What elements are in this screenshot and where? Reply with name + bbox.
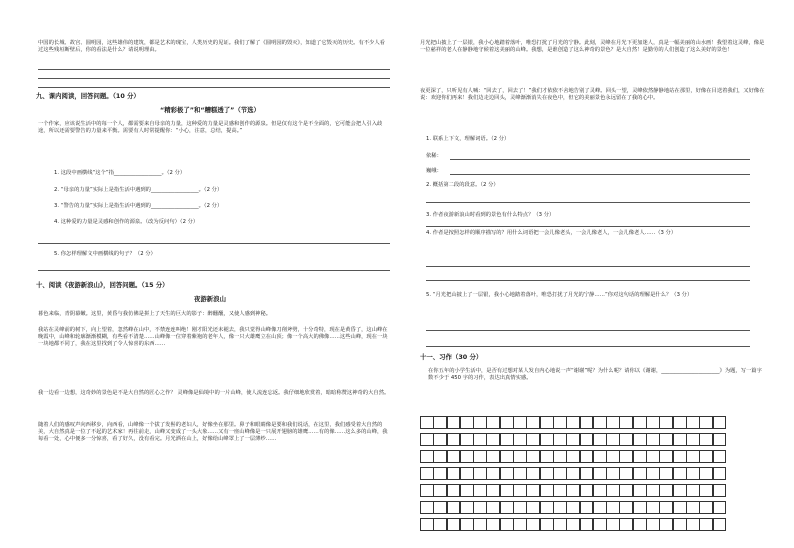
question: 3. 作者夜游新浪山时看到的景色有什么特点？（3 分）	[426, 212, 555, 218]
question: 3. “警告的力量”实际上是指生活中遇到的__________________。（2 分）	[54, 203, 223, 209]
grid-cell[interactable]	[619, 518, 633, 531]
grid-cell[interactable]	[606, 433, 620, 446]
grid-cell[interactable]	[460, 416, 474, 429]
grid-cell[interactable]	[460, 484, 474, 497]
grid-cell[interactable]	[646, 518, 660, 531]
grid-cell[interactable]	[593, 433, 607, 446]
answer-line	[426, 330, 750, 331]
grid-cell[interactable]	[580, 450, 594, 463]
grid-cell[interactable]	[606, 450, 620, 463]
grid-cell[interactable]	[566, 467, 580, 480]
grid-cell[interactable]	[699, 416, 713, 429]
grid-cell[interactable]	[619, 501, 633, 514]
question: 4. 作者是按照怎样的顺序描写的？用什么词语把一会儿像老头，一会儿像老人，一会儿像老人……（3 分）	[426, 230, 677, 236]
grid-cell[interactable]	[580, 501, 594, 514]
grid-cell[interactable]	[553, 450, 567, 463]
grid-cell[interactable]	[513, 433, 527, 446]
grid-cell[interactable]	[486, 433, 500, 446]
grid-row	[420, 450, 760, 463]
answer-line	[426, 280, 750, 281]
grid-cell[interactable]	[473, 518, 487, 531]
grid-cell[interactable]	[593, 416, 607, 429]
grid-cell[interactable]	[473, 501, 487, 514]
grid-cell[interactable]	[526, 450, 540, 463]
section-11-heading: 十一、习作（30 分）	[420, 353, 483, 361]
grid-cell[interactable]	[633, 416, 647, 429]
grid-cell[interactable]	[580, 433, 594, 446]
grid-cell[interactable]	[580, 518, 594, 531]
passage-paragraph: 月光把山披上了一层银，我小心地踏着落叶，唯恐打扰了月光的宁静。此刻，灵峰在月光下更加迷人，真是一幅美丽的山水画！我望着这灵峰，像是一位慈祥的老人在静静地守候着这美丽的山峰。我想，是谁创造了这么神奇的景色？是大自然！是勤劳的人们创造了这么美好的景色！	[420, 40, 765, 53]
grid-cell[interactable]	[566, 484, 580, 497]
grid-cell[interactable]	[686, 450, 700, 463]
grid-cell[interactable]	[713, 518, 727, 531]
section-10-heading: 十、阅读《夜游新浪山》，回答问题。（15 分）	[36, 281, 169, 289]
grid-row	[420, 501, 760, 514]
grid-cell[interactable]	[420, 433, 434, 446]
grid-cell[interactable]	[593, 450, 607, 463]
grid-cell[interactable]	[473, 484, 487, 497]
grid-cell[interactable]	[500, 450, 514, 463]
grid-cell[interactable]	[566, 433, 580, 446]
answer-line	[38, 69, 390, 70]
grid-cell[interactable]	[460, 518, 474, 531]
grid-cell[interactable]	[553, 467, 567, 480]
grid-cell[interactable]	[433, 518, 447, 531]
grid-cell[interactable]	[447, 416, 461, 429]
grid-cell[interactable]	[593, 501, 607, 514]
grid-cell[interactable]	[447, 501, 461, 514]
grid-cell[interactable]	[460, 501, 474, 514]
grid-cell[interactable]	[486, 501, 500, 514]
grid-cell[interactable]	[673, 518, 687, 531]
grid-cell[interactable]	[686, 416, 700, 429]
grid-cell[interactable]	[633, 433, 647, 446]
passage-paragraph: 随着人们的感叹声向西移步，向西看，山峰像一个拔了发髻的老妇人，好像坐在那里。鼻子和眼睛像是要和我们说话，在这里，我们感受着大自然的美，大自然真是一位了不起的艺术家！再往前走，山峰又变成了一头大象……又有一座山峰像是一只展开翅膀的雄鹰……有的像……这么多的山峰，我每看一处，心中便多一分惊喜，看了好久，没有看完。月光洒在山上，好像给山峰罩上了一层薄纱……	[38, 422, 388, 442]
grid-cell[interactable]	[699, 467, 713, 480]
grid-cell[interactable]	[500, 501, 514, 514]
section-10-title: 夜游新浪山	[194, 295, 226, 303]
grid-cell[interactable]	[566, 416, 580, 429]
grid-cell[interactable]	[699, 501, 713, 514]
grid-cell[interactable]	[486, 518, 500, 531]
answer-line	[38, 270, 390, 271]
grid-cell[interactable]	[540, 433, 554, 446]
question: 5. “月光把山披上了一层银，我小心地踏着落叶，唯恐打扰了月光的宁静……”你对这句话的理解是什么？（3 分）	[426, 292, 693, 298]
grid-cell[interactable]	[646, 433, 660, 446]
grid-cell[interactable]	[447, 518, 461, 531]
grid-cell[interactable]	[526, 501, 540, 514]
grid-cell[interactable]	[593, 518, 607, 531]
grid-cell[interactable]	[486, 484, 500, 497]
grid-cell[interactable]	[606, 416, 620, 429]
grid-cell[interactable]	[659, 518, 673, 531]
answer-line	[38, 78, 390, 79]
grid-cell[interactable]	[553, 518, 567, 531]
grid-cell[interactable]	[486, 467, 500, 480]
grid-cell[interactable]	[699, 518, 713, 531]
grid-cell[interactable]	[500, 484, 514, 497]
grid-row	[420, 433, 760, 446]
grid-cell[interactable]	[500, 416, 514, 429]
grid-cell[interactable]	[686, 518, 700, 531]
grid-cell[interactable]	[540, 484, 554, 497]
passage-paragraph: 暮色来临，青阴幕嫩。这里，黄昏与我仿佛是拼上了天生的巨大的影子：醉醺醺，又使人感到神秘。	[38, 311, 272, 317]
grid-cell[interactable]	[580, 416, 594, 429]
grid-cell[interactable]	[659, 484, 673, 497]
answer-line	[38, 87, 390, 88]
grid-cell[interactable]	[460, 467, 474, 480]
grid-cell[interactable]	[420, 501, 434, 514]
grid-cell[interactable]	[447, 450, 461, 463]
grid-cell[interactable]	[526, 416, 540, 429]
grid-cell[interactable]	[673, 484, 687, 497]
grid-cell[interactable]	[486, 416, 500, 429]
grid-cell[interactable]	[540, 416, 554, 429]
grid-cell[interactable]	[633, 484, 647, 497]
section-9-passage: 一个作家，应该说生活中的每一个人，都需要来自母亲的力量，这种爱的力量是灵感和创作的源泉。但是仅有这个是不全面的，它可能会把人引入歧途，所以还需要警告的力量来平衡。需要有人时常提醒你：“小心，注意，总结，提高。”	[38, 121, 383, 134]
grid-cell[interactable]	[526, 484, 540, 497]
grid-cell[interactable]	[619, 467, 633, 480]
grid-cell[interactable]	[500, 467, 514, 480]
grid-cell[interactable]	[633, 501, 647, 514]
grid-cell[interactable]	[673, 467, 687, 480]
grid-cell[interactable]	[619, 450, 633, 463]
grid-cell[interactable]	[420, 518, 434, 531]
passage-paragraph: 我一边看一边想，这奇妙的景色是不是大自然的匠心之作？ 灵峰像是仙境中的一片山峰，使人流连忘返。我仔细地欣赏着，暗暗称赞这神奇的大自然。	[38, 390, 390, 396]
grid-cell[interactable]	[606, 518, 620, 531]
grid-cell[interactable]	[420, 416, 434, 429]
grid-cell[interactable]	[553, 433, 567, 446]
grid-cell[interactable]	[553, 484, 567, 497]
grid-cell[interactable]	[646, 450, 660, 463]
grid-cell[interactable]	[633, 518, 647, 531]
essay-prompt: 在你五年的小学生活中，是否有过想对某人发自内心地说一声“谢谢”呢？为什么呢？请你以《谢谢，______________________》为题，写一篇字数不少于 450 字的习作，表达出真情实感。	[428, 368, 762, 381]
grid-cell[interactable]	[659, 467, 673, 480]
grid-cell[interactable]	[540, 467, 554, 480]
grid-cell[interactable]	[580, 467, 594, 480]
grid-cell[interactable]	[420, 450, 434, 463]
grid-cell[interactable]	[713, 450, 727, 463]
grid-cell[interactable]	[513, 416, 527, 429]
grid-cell[interactable]	[619, 416, 633, 429]
grid-cell[interactable]	[593, 484, 607, 497]
grid-cell[interactable]	[566, 518, 580, 531]
grid-cell[interactable]	[433, 416, 447, 429]
grid-cell[interactable]	[486, 450, 500, 463]
grid-cell[interactable]	[513, 450, 527, 463]
grid-cell[interactable]	[420, 467, 434, 480]
answer-line	[450, 174, 750, 175]
grid-cell[interactable]	[686, 484, 700, 497]
answer-line	[426, 346, 750, 347]
section-9-heading: 九、课内阅读，回答问题。（10 分）	[36, 92, 140, 100]
grid-cell[interactable]	[659, 433, 673, 446]
grid-cell[interactable]	[447, 433, 461, 446]
grid-cell[interactable]	[619, 484, 633, 497]
grid-cell[interactable]	[460, 450, 474, 463]
grid-cell[interactable]	[460, 433, 474, 446]
grid-cell[interactable]	[420, 484, 434, 497]
grid-cell[interactable]	[526, 433, 540, 446]
grid-cell[interactable]	[673, 450, 687, 463]
grid-cell[interactable]	[606, 467, 620, 480]
passage-paragraph: 我站在灵峰前的树下，向上望着，忽然峰在山中，不禁连连叫绝！刚才阳光还未褪去，我只觉得山峰像刀削斧劈，十分奇特，现在是黄昏了，这山峰在晚霞中，山峰和轮廓渐渐模糊，有些看不清楚……山峰像一位穿着紫袍的老年人，像一只大雄鹰立在山顶；像一个高大的佛像……这些山峰，现在一块一块地都不同了，我在这里找到了令人惊喜的东西……	[38, 327, 388, 347]
grid-cell[interactable]	[433, 501, 447, 514]
grid-cell[interactable]	[526, 467, 540, 480]
grid-cell[interactable]	[473, 450, 487, 463]
question: 4. 这种爱的力量是灵感和创作的源泉。（改为反问句）（2 分）	[54, 219, 199, 225]
grid-cell[interactable]	[500, 518, 514, 531]
grid-cell[interactable]	[686, 433, 700, 446]
grid-cell[interactable]	[699, 433, 713, 446]
vocab-label: 依稀：	[426, 153, 442, 159]
grid-cell[interactable]	[686, 467, 700, 480]
grid-cell[interactable]	[553, 501, 567, 514]
grid-cell[interactable]	[433, 433, 447, 446]
grid-cell[interactable]	[633, 450, 647, 463]
grid-cell[interactable]	[659, 501, 673, 514]
grid-cell[interactable]	[673, 501, 687, 514]
grid-cell[interactable]	[713, 501, 727, 514]
grid-cell[interactable]	[713, 484, 727, 497]
grid-cell[interactable]	[646, 416, 660, 429]
grid-cell[interactable]	[540, 501, 554, 514]
question: 5. 你怎样理解文中画横线的句子？（2 分）	[54, 251, 156, 257]
question: 1. 联系上下文，理解词语。（2 分）	[426, 136, 510, 142]
answer-line	[426, 202, 750, 203]
grid-cell[interactable]	[526, 518, 540, 531]
grid-cell[interactable]	[566, 450, 580, 463]
grid-cell[interactable]	[699, 484, 713, 497]
answer-line	[426, 226, 750, 227]
grid-cell[interactable]	[433, 467, 447, 480]
grid-cell[interactable]	[566, 501, 580, 514]
grid-cell[interactable]	[699, 450, 713, 463]
grid-cell[interactable]	[513, 518, 527, 531]
question: 1. 这段中画横线“这个”指__________________。（2 分）	[54, 170, 186, 176]
grid-cell[interactable]	[500, 433, 514, 446]
grid-cell[interactable]	[606, 484, 620, 497]
passage-paragraph: 夜更深了，只听见有人喊：“回去了，回去了！”我们才依依不舍地告别了灵峰。回头一望，灵峰依然静静地站在那里，好像在目送着我们，又好像在说：欢迎你们再来！我们边走边回头，灵峰渐渐消失在夜色中，但它的美丽景色永远留在了我的心中。	[420, 88, 765, 101]
grid-cell[interactable]	[659, 450, 673, 463]
grid-cell[interactable]	[473, 467, 487, 480]
grid-cell[interactable]	[646, 501, 660, 514]
grid-row	[420, 467, 760, 480]
grid-row	[420, 416, 760, 429]
grid-cell[interactable]	[593, 467, 607, 480]
grid-cell[interactable]	[686, 501, 700, 514]
grid-cell[interactable]	[513, 467, 527, 480]
grid-cell[interactable]	[433, 450, 447, 463]
grid-cell[interactable]	[713, 433, 727, 446]
vocab-label: 巍峨：	[426, 168, 442, 174]
grid-cell[interactable]	[473, 416, 487, 429]
question: 2. “母亲的力量”实际上是指生活中遇到的__________________。（2 分）	[54, 187, 223, 193]
section-9-subtitle: “精彩极了”和“糟糕透了”（节选）	[160, 106, 260, 114]
grid-cell[interactable]	[619, 433, 633, 446]
grid-cell[interactable]	[713, 416, 727, 429]
grid-cell[interactable]	[646, 484, 660, 497]
grid-cell[interactable]	[540, 518, 554, 531]
grid-row	[420, 518, 760, 531]
answer-line	[450, 159, 750, 160]
grid-cell[interactable]	[713, 467, 727, 480]
grid-cell[interactable]	[673, 433, 687, 446]
grid-cell[interactable]	[540, 450, 554, 463]
grid-cell[interactable]	[473, 433, 487, 446]
answer-line	[38, 243, 390, 244]
grid-cell[interactable]	[513, 501, 527, 514]
question: 2. 概括第二段的段意。（2 分）	[426, 182, 499, 188]
grid-cell[interactable]	[447, 484, 461, 497]
intro-paragraph: 中国的长城、故宫、圆明园，这些雄伟的建筑，都是艺术的瑰宝，人类历史的见证。我们了解了《圆明园的毁灭》，知道了它毁灭的历史。有不少人看过这些残垣断壁后，你的看法是什么？请说明理由。	[38, 40, 385, 53]
grid-cell[interactable]	[633, 467, 647, 480]
grid-cell[interactable]	[433, 484, 447, 497]
grid-cell[interactable]	[606, 501, 620, 514]
grid-cell[interactable]	[580, 484, 594, 497]
grid-cell[interactable]	[447, 467, 461, 480]
grid-cell[interactable]	[659, 416, 673, 429]
grid-row	[420, 484, 760, 497]
answer-line	[426, 266, 750, 267]
grid-cell[interactable]	[673, 416, 687, 429]
grid-cell[interactable]	[646, 467, 660, 480]
grid-cell[interactable]	[553, 416, 567, 429]
writing-grid[interactable]	[420, 416, 760, 535]
grid-cell[interactable]	[513, 484, 527, 497]
